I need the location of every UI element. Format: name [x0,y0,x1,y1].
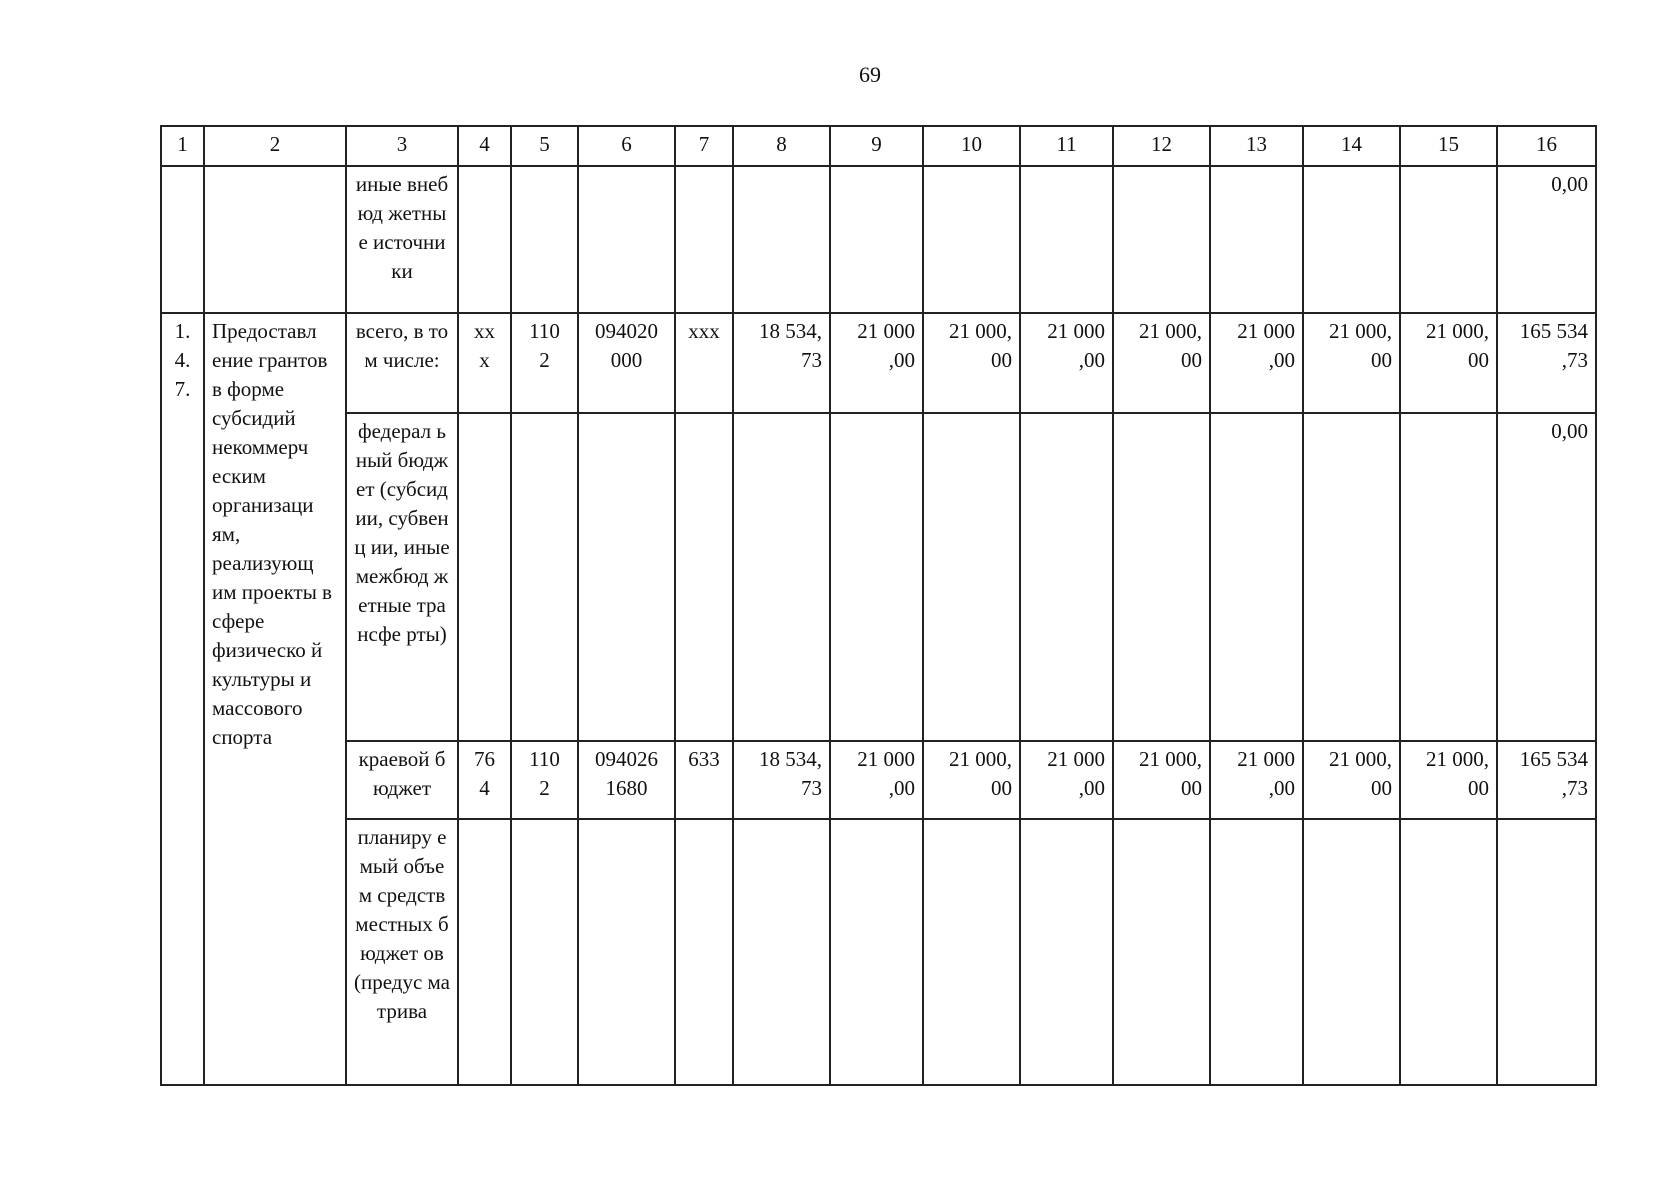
header-cell-10: 10 [923,126,1020,166]
total-col15: 21 000, 00 [1400,313,1497,413]
total-col9: 21 000 ,00 [830,313,923,413]
header-cell-11: 11 [1020,126,1113,166]
total-col12: 21 000, 00 [1113,313,1210,413]
header-cell-3: 3 [346,126,458,166]
funding-source-federal: федерал ьный бюджет (субсид ии, субвенц ии, иные межбюд жетные трансфе рты) [346,413,458,741]
page-number: 69 [859,62,881,87]
regional-col11: 21 000 ,00 [1020,741,1113,819]
header-cell-7: 7 [675,126,733,166]
regional-col16: 165 534 ,73 [1497,741,1596,819]
header-row [161,126,1596,166]
funding-source-total: всего, в том числе: [346,313,458,413]
total-federal: 0,00 [1497,413,1596,741]
item-number: 1. 4. 7. [161,313,204,1085]
header-cell-8: 8 [733,126,830,166]
header-cell-1: 1 [161,126,204,166]
total-col5: 110 2 [511,313,578,413]
regional-col7: 633 [675,741,733,819]
regional-col15: 21 000, 00 [1400,741,1497,819]
item-description: Предоставл ение грантов в форме субсидий некоммерч еским организаци ям, реализующ им проекты в сфере физическо й культуры и массового спорта [204,313,346,1085]
total-col6: 094020 000 [578,313,675,413]
regional-col10: 21 000, 00 [923,741,1020,819]
row-other-sources [161,166,1596,313]
total-col7: ххх [675,313,733,413]
header-cell-12: 12 [1113,126,1210,166]
header-cell-15: 15 [1400,126,1497,166]
total-col11: 21 000 ,00 [1020,313,1113,413]
budget-table [160,125,1597,1086]
row-federal [161,413,1596,741]
regional-col4: 76 4 [458,741,511,819]
regional-col14: 21 000, 00 [1303,741,1400,819]
regional-col12: 21 000, 00 [1113,741,1210,819]
funding-source-regional: краевой бюджет [346,741,458,819]
regional-col5: 110 2 [511,741,578,819]
total-col4: хх х [458,313,511,413]
row-local [161,819,1596,1085]
header-cell-2: 2 [204,126,346,166]
header-cell-4: 4 [458,126,511,166]
regional-col6: 094026 1680 [578,741,675,819]
total-col16: 165 534 ,73 [1497,313,1596,413]
regional-col9: 21 000 ,00 [830,741,923,819]
regional-col8: 18 534, 73 [733,741,830,819]
total-col8: 18 534, 73 [733,313,830,413]
header-cell-5: 5 [511,126,578,166]
total-col10: 21 000, 00 [923,313,1020,413]
row-regional [161,741,1596,819]
regional-col13: 21 000 ,00 [1210,741,1303,819]
header-cell-9: 9 [830,126,923,166]
total-col14: 21 000, 00 [1303,313,1400,413]
header-cell-6: 6 [578,126,675,166]
header-cell-13: 13 [1210,126,1303,166]
total-col13: 21 000 ,00 [1210,313,1303,413]
header-cell-16: 16 [1497,126,1596,166]
header-cell-14: 14 [1303,126,1400,166]
funding-source-other: иные внебюд жетные источни ки [346,166,458,313]
funding-source-local: планиру емый объем средств местных бюджет ов (предус матрива [346,819,458,1085]
row-total [161,313,1596,413]
total-other: 0,00 [1497,166,1596,313]
